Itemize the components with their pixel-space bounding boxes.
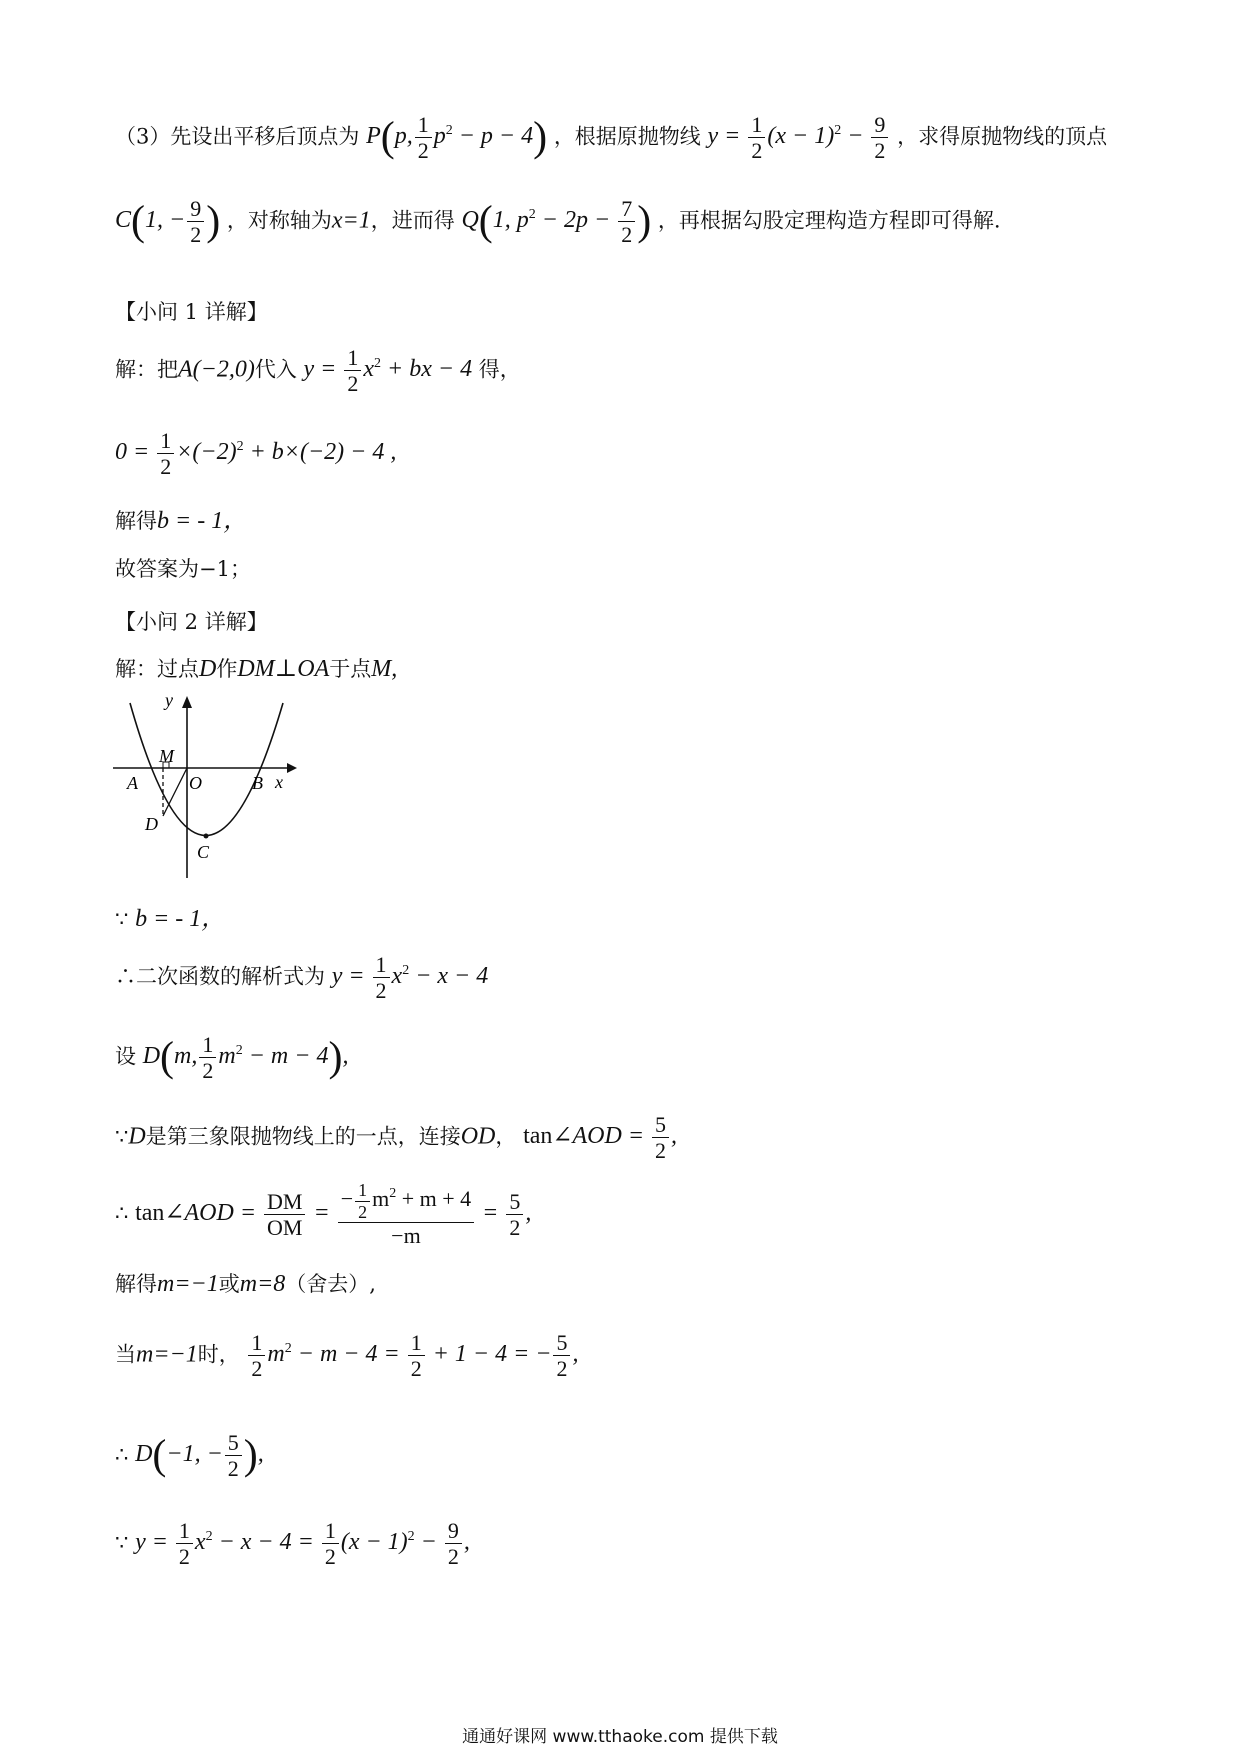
formula-evaluate: $\frac{1}{2}$ $m^2 - m - 4$ = $\frac{1}{2}$ + 1 − 4 = − $\frac{5}{2}$ , <box>246 1341 578 1367</box>
analysis-line-1: （3）先设出平移后顶点为 P(p, $\frac{1}{2}$ $p^2 - p - 4$) ，根据原抛物线 y = $\frac{1}{2}$ $(x - 1)^2$ − $\frac{9}{2}$ ，求得原抛物线的顶点 <box>115 112 1108 164</box>
part1-line-2 <box>115 428 396 480</box>
part2-tan-eq: ∴ tan∠AOD = $\frac{DM}{OM}$ = − $\frac{1}{2}$ $m^2 + m + 4$ −m = $\frac{5}{2}$ , <box>115 1180 532 1249</box>
part2-solve-m: 解得m=−1或m=8（舍去）, <box>115 1271 376 1297</box>
label-C: C <box>197 842 210 862</box>
heading-part-1: 【小问 1 详解】 <box>115 300 268 324</box>
label-M: M <box>159 746 174 766</box>
label-x: x <box>275 772 283 792</box>
formula-parabola: y = $\frac{1}{2}$ $x^2 - x - 4$ <box>331 952 489 1004</box>
formula-D-coords: D(−1, − $\frac{5}{2}$ ), <box>135 1430 264 1482</box>
label-A: A <box>127 773 138 793</box>
part2-line-1: 解：过点D作DM⊥OA于点M, <box>115 656 398 682</box>
footer-source: 通通好课网 www.tthaoke.com 提供下载 <box>462 1727 778 1747</box>
formula-tan-equation: tan∠AOD = $\frac{DM}{OM}$ = − $\frac{1}{2}$ $m^2 + m + 4$ −m = $\frac{5}{2}$ , <box>135 1180 532 1249</box>
part2-set-D: 设 D(m, $\frac{1}{2}$ $m^2 - m - 4$), <box>115 1032 349 1084</box>
label-D: D <box>145 814 158 834</box>
formula-original-parabola: y = $\frac{1}{2}$ $(x - 1)^2$ − $\frac{9}{2}$ <box>708 123 891 149</box>
formula-parabola-b: y = $\frac{1}{2}$ $x^2$ + bx − 4 <box>303 345 473 397</box>
part2-because-b: ∵ b = - 1， <box>115 906 226 932</box>
segment-OD <box>163 768 187 816</box>
part2-analytic-form: ∴二次函数的解析式为 y = $\frac{1}{2}$ $x^2 - x - 4$ <box>115 952 489 1004</box>
part1-answer: 故答案为−1； <box>115 557 251 581</box>
vertex-point-C <box>204 834 209 839</box>
analysis-text: （3）先设出平移后顶点为 <box>115 124 360 149</box>
y-axis-arrow-icon <box>182 696 192 708</box>
formula-substitution: 0 = $\frac{1}{2}$ $\times(-2)^2 + b\times(-2) - 4$ , <box>115 428 397 480</box>
parabola-graph <box>105 688 305 888</box>
label-y: y <box>165 690 173 710</box>
analysis-line-2: C(1, − $\frac{9}{2}$ ) ，对称轴为x=1，进而得 Q(1, $p^2 - 2p$ − $\frac{7}{2}$ ) ，再根据勾股定理构造方程即可得解. <box>115 196 1001 248</box>
label-B: B <box>252 773 263 793</box>
part2-therefore-D: ∴ D(−1, − $\frac{5}{2}$ ), <box>115 1430 264 1482</box>
x-axis-arrow-icon <box>287 763 297 773</box>
formula-vertex-C: C(1, − $\frac{9}{2}$ ) <box>115 196 221 248</box>
label-O: O <box>189 773 202 793</box>
heading-part-2: 【小问 2 详解】 <box>115 610 268 634</box>
part1-line-3: 解得b = - 1， <box>115 508 248 534</box>
formula-tan-value: tan∠AOD = $\frac{5}{2}$ , <box>523 1112 678 1164</box>
formula-point-D: D(m, $\frac{1}{2}$ $m^2 - m - 4$), <box>142 1032 349 1084</box>
part2-vertex-form: ∵ y = $\frac{1}{2}$ $x^2 - x - 4$ = $\frac{1}{2}$ $(x - 1)^2$ − $\frac{9}{2}$ , <box>115 1518 470 1570</box>
part2-when-m: 当m=−1时， $\frac{1}{2}$ $m^2 - m - 4$ = $\frac{1}{2}$ + 1 − 4 = − $\frac{5}{2}$ , <box>115 1330 579 1382</box>
formula-point-Q: Q(1, $p^2 - 2p$ − $\frac{7}{2}$ ) <box>461 196 652 248</box>
formula-vertex-P: P(p, $\frac{1}{2}$ $p^2 - p - 4$) <box>366 112 548 164</box>
part1-line-1: 解：把A(−2,0)代入 y = $\frac{1}{2}$ $x^2$ + bx − 4 得， <box>115 345 521 397</box>
formula-vertex-form: y = $\frac{1}{2}$ $x^2 - x - 4$ = $\frac{1}{2}$ $(x - 1)^2$ − $\frac{9}{2}$ , <box>135 1518 470 1570</box>
part2-D-desc: ∵D是第三象限抛物线上的一点，连接OD， tan∠AOD = $\frac{5}{2}$ , <box>115 1112 678 1164</box>
